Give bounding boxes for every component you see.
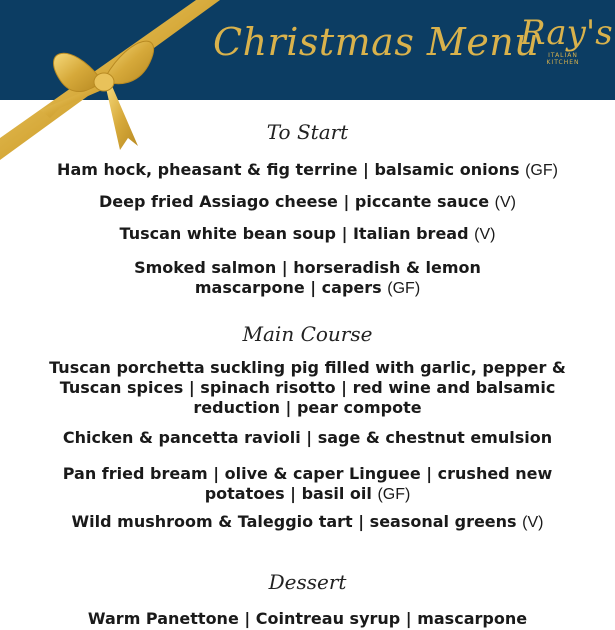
item-text-line2: mascarpone | capers	[194, 278, 382, 297]
item-text: Ham hock, pheasant & fig terrine | balsamic onions	[57, 160, 520, 179]
restaurant-logo	[520, 13, 613, 66]
item-text: Tuscan white bean soup | Italian bread	[119, 224, 469, 243]
item-text: Smoked salmon | horseradish & lemon	[134, 258, 481, 277]
item-text-line2: potatoes | basil oil	[204, 484, 372, 503]
item-text: Chicken & pancetta ravioli | sage & chestnut emulsion	[62, 428, 553, 447]
dietary-tag: (V)	[522, 514, 544, 531]
logo-sub-1: ITALIAN	[548, 52, 578, 59]
item-text-line3: reduction | pear compote	[193, 398, 422, 417]
item-text: Deep fried Assiago cheese | piccante sauce	[99, 192, 490, 211]
menu-item	[40, 224, 575, 245]
item-text-line2: Tuscan spices | spinach risotto | red wine and balsamic	[59, 378, 556, 397]
logo-sub-2: KITCHEN	[546, 59, 580, 66]
section-heading-dessert: Dessert	[268, 570, 347, 594]
menu-item	[40, 464, 575, 505]
dietary-tag: (V)	[494, 194, 516, 211]
item-text: Wild mushroom & Taleggio tart | seasonal greens	[71, 512, 517, 531]
item-text: Pan fried bream | olive & caper Linguee | crushed new	[62, 464, 553, 483]
menu-item	[40, 609, 575, 629]
item-text: Tuscan porchetta suckling pig filled with garlic, pepper &	[49, 358, 566, 377]
dietary-tag: (GF)	[387, 280, 421, 297]
menu-item	[40, 160, 575, 181]
logo-name: Ray's	[520, 13, 613, 53]
section-heading-mains: Main Course	[242, 322, 373, 346]
menu-item	[40, 258, 575, 299]
section-heading-starters: To Start	[266, 120, 349, 144]
dietary-tag: (GF)	[525, 162, 558, 179]
dietary-tag: (GF)	[377, 486, 411, 503]
dietary-tag: (V)	[474, 226, 496, 243]
menu-title: Christmas Menu	[213, 20, 540, 64]
menu-item	[40, 192, 575, 213]
menu-item	[40, 428, 575, 448]
item-text: Warm Panettone | Cointreau syrup | mascarpone	[87, 609, 528, 628]
menu-item	[40, 358, 575, 418]
menu-item	[40, 512, 575, 533]
